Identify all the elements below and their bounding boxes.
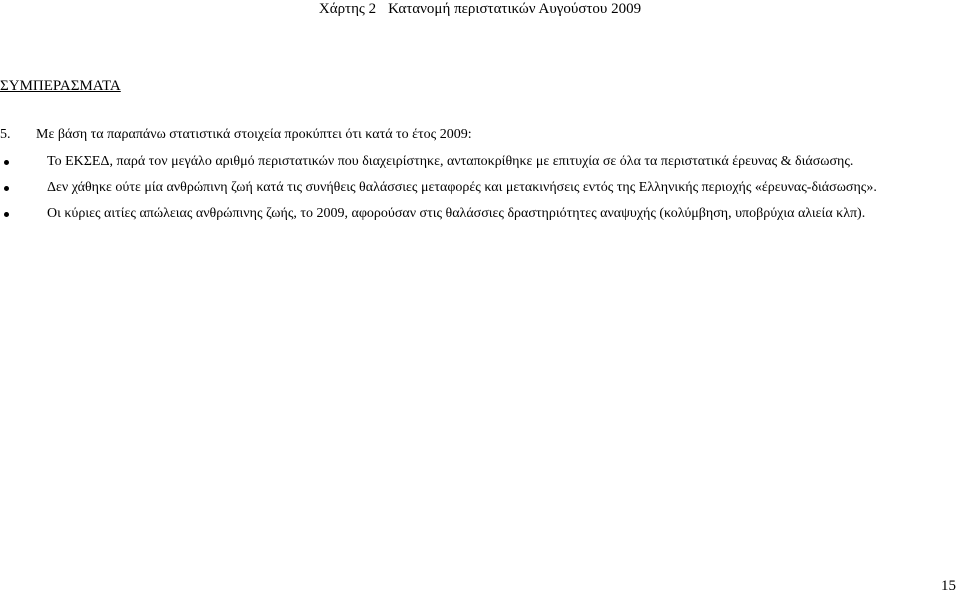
conclusions-list [0, 153, 960, 231]
section-heading: ΣΥΜΠΕΡΑΣΜΑΤΑ [0, 78, 121, 94]
page-number: 15 [941, 578, 956, 594]
map-caption [0, 0, 960, 18]
bullet-icon [4, 212, 9, 217]
paragraph-number: 5. [0, 127, 11, 142]
caption-label: Χάρτης 2 [318, 1, 377, 17]
list-item [0, 153, 960, 179]
list-item [0, 205, 960, 231]
paragraph-text: Με βάση τα παραπάνω στατιστικά στοιχεία προκύπτει ότι κατά το έτος 2009: [36, 127, 472, 142]
numbered-paragraph [0, 126, 472, 144]
list-item-text: Οι κύριες αιτίες απώλειας ανθρώπινης ζωής, το 2009, αφορούσαν στις θαλάσσιες δραστηριότητες αναψυχής (κολύμβηση, υποβρύχια αλιεία κλπ). [47, 206, 866, 221]
caption-title: Κατανομή περιστατικών Αυγούστου 2009 [388, 1, 642, 17]
bullet-icon [4, 160, 9, 165]
list-item-text: Δεν χάθηκε ούτε μία ανθρώπινη ζωή κατά τις συνήθεις θαλάσσιες μεταφορές και μετακινήσεις εντός της Ελληνικής περιοχής «έρευνας-διάσωσης». [47, 180, 877, 195]
bullet-icon [4, 186, 9, 191]
list-item [0, 179, 960, 205]
list-item-text: Το ΕΚΣΕΔ, παρά τον μεγάλο αριθμό περιστατικών που διαχειρίστηκε, ανταποκρίθηκε με επιτυχία σε όλα τα περιστατικά έρευνας & διάσωσης. [47, 154, 854, 169]
